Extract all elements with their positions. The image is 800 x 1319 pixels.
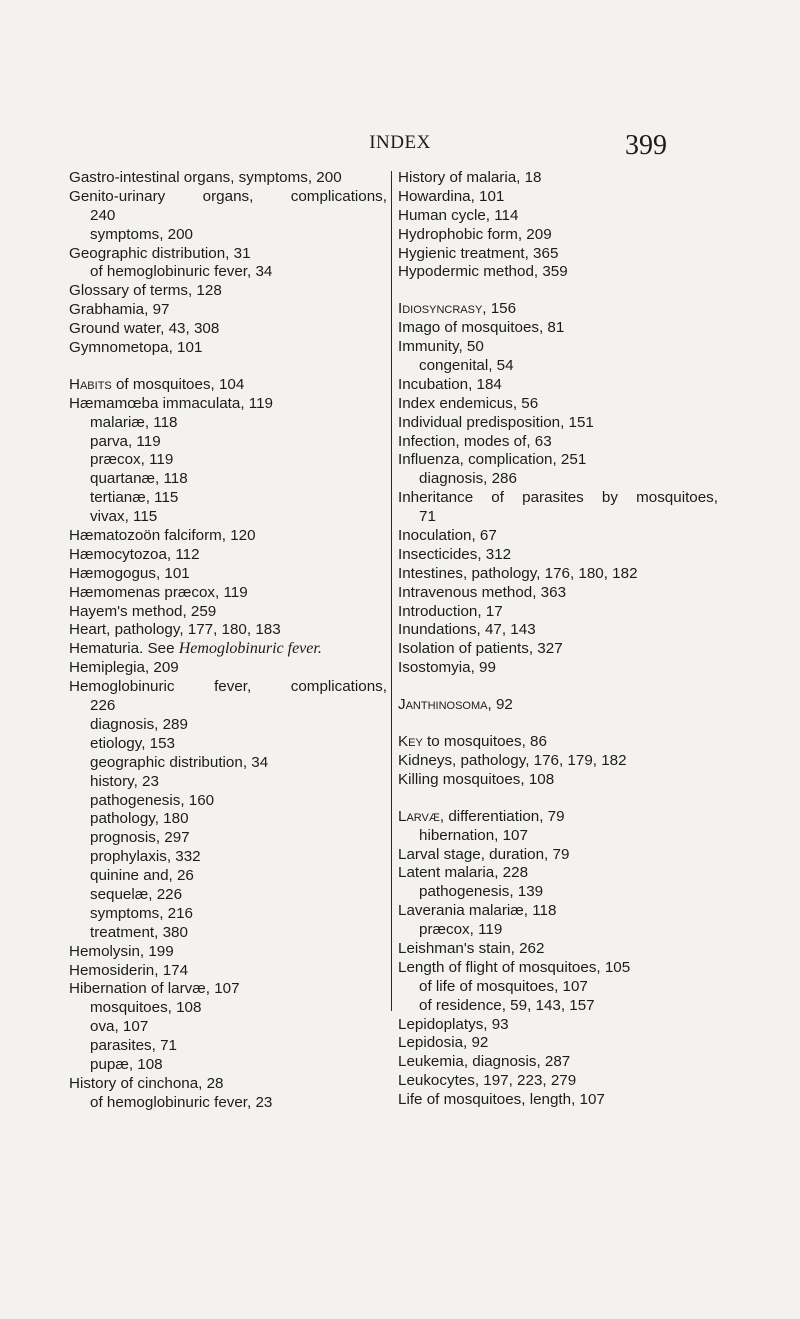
index-entry: Hemoglobinuric fever, complications, [69,678,387,696]
index-subentry: of residence, 59, 143, 157 [419,996,595,1014]
page-number: 399 [625,130,667,161]
index-subentry: quartanæ, 118 [90,470,188,488]
index-entry: Habits of mosquitoes, 104 [69,375,245,393]
index-entry: Hibernation of larvæ, 107 [69,980,240,998]
index-subentry: 240 [90,206,116,224]
index-subentry: 226 [90,697,116,715]
index-entry: Howardina, 101 [398,187,505,205]
index-subentry: parasites, 71 [90,1037,177,1055]
page-header-title: INDEX [369,132,431,153]
index-entry: History of cinchona, 28 [69,1074,224,1092]
index-entry: Hematuria. See Hemoglobinuric fever. [69,640,322,658]
index-subentry: prognosis, 297 [90,829,190,847]
index-entry: Laverania malariæ, 118 [398,902,557,920]
index-entry: History of malaria, 18 [398,169,542,186]
index-subentry: malariæ, 118 [90,413,178,431]
index-entry: Lepidoplatys, 93 [398,1015,509,1033]
index-entry: Leukemia, diagnosis, 287 [398,1053,571,1071]
index-entry: Individual predisposition, 151 [398,413,594,431]
index-entry: Gastro-intestinal organs, symptoms, 200 [69,169,342,186]
index-entry: Heart, pathology, 177, 180, 183 [69,621,281,639]
index-entry: Grabhamia, 97 [69,301,170,319]
index-entry: Influenza, complication, 251 [398,451,587,469]
index-subentry: quinine and, 26 [90,867,194,885]
index-subentry: vivax, 115 [90,508,158,526]
index-entry: Immunity, 50 [398,338,484,356]
index-subentry: of life of mosquitoes, 107 [419,977,588,995]
index-entry: Genito-urinary organs, complications, [69,187,387,205]
index-subentry: congenital, 54 [419,357,514,375]
index-entry: Hæmomenas præcox, 119 [69,583,248,601]
index-subentry: prophylaxis, 332 [90,848,201,866]
index-entry: Inheritance of parasites by mosquitoes, [398,489,718,507]
index-entry: Geographic distribution, 31 [69,244,251,262]
index-subentry: præcox, 119 [90,451,174,469]
index-entry: Hydrophobic form, 209 [398,225,552,243]
index-entry: Leukocytes, 197, 223, 279 [398,1072,577,1090]
index-entry: Janthinosoma, 92 [398,696,513,714]
index-subentry: 71 [419,508,436,526]
index-subentry: diagnosis, 286 [419,470,517,488]
index-entry: Kidneys, pathology, 176, 179, 182 [398,751,627,769]
index-subentry: præcox, 119 [419,921,503,939]
index-entry: Incubation, 184 [398,375,502,393]
index-entry: Isolation of patients, 327 [398,640,563,658]
index-entry: Introduction, 17 [398,602,503,620]
index-entry: Glossary of terms, 128 [69,282,222,300]
index-entry: Length of flight of mosquitoes, 105 [398,958,631,976]
index-entry: Hemosiderin, 174 [69,961,189,979]
index-entry: Latent malaria, 228 [398,864,529,882]
index-subentry: parva, 119 [90,432,161,450]
index-entry: Hypodermic method, 359 [398,263,568,281]
index-subentry: treatment, 380 [90,923,188,941]
index-entry: Idiosyncrasy, 156 [398,300,517,318]
index-entry: Intravenous method, 363 [398,583,567,601]
index-subentry: diagnosis, 289 [90,715,188,733]
index-entry: Imago of mosquitoes, 81 [398,319,565,337]
index-entry: Inundations, 47, 143 [398,621,536,639]
index-subentry: etiology, 153 [90,734,175,752]
index-entry: Ground water, 43, 308 [69,320,220,338]
index-entry: Infection, modes of, 63 [398,432,552,450]
index-subentry: pathogenesis, 160 [90,791,215,809]
index-entry: Larvæ, differentiation, 79 [398,807,565,825]
index-subentry: pupæ, 108 [90,1055,163,1073]
column-divider [391,171,392,1011]
index-entry: Hayem's method, 259 [69,602,217,620]
index-entry: Hemiplegia, 209 [69,659,179,677]
index-subentry: tertianæ, 115 [90,489,179,507]
index-subentry: symptoms, 216 [90,904,193,922]
index-entry: Isostomyia, 99 [398,659,496,677]
index-entry: Hæmatozoön falciform, 120 [69,527,256,545]
index-entry: Hæmamœba immaculata, 119 [69,394,273,412]
index-entry: Hæmocytozoa, 112 [69,545,200,563]
index-subentry: sequelæ, 226 [90,885,183,903]
index-column-right [398,169,718,1110]
index-entry: Index endemicus, 56 [398,394,539,412]
index-subentry: symptoms, 200 [90,225,193,243]
index-entry: Larval stage, duration, 79 [398,845,570,863]
index-subentry: history, 23 [90,772,159,790]
index-entry: Killing mosquitoes, 108 [398,770,555,788]
index-subentry: of hemoglobinuric fever, 34 [90,263,273,281]
index-entry: Gymnometopa, 101 [69,339,203,357]
index-subentry: ova, 107 [90,1018,149,1036]
index-subentry: hibernation, 107 [419,826,528,844]
index-entry: Hæmogogus, 101 [69,564,190,582]
index-entry: Insecticides, 312 [398,545,512,563]
index-entry: Lepidosia, 92 [398,1034,489,1052]
index-subentry: mosquitoes, 108 [90,999,202,1017]
index-entry: Human cycle, 114 [398,206,519,224]
index-subentry: pathology, 180 [90,810,189,828]
index-entry: Hygienic treatment, 365 [398,244,559,262]
index-subentry: pathogenesis, 139 [419,883,544,901]
index-entry: Key to mosquitoes, 86 [398,733,547,751]
index-entry: Leishman's stain, 262 [398,939,545,957]
index-subentry: of hemoglobinuric fever, 23 [90,1093,273,1111]
index-entry: Life of mosquitoes, length, 107 [398,1091,605,1109]
index-entry: Intestines, pathology, 176, 180, 182 [398,564,638,582]
index-column-left [69,169,387,1113]
index-entry: Hemolysin, 199 [69,942,174,960]
index-entry: Inoculation, 67 [398,527,497,545]
index-subentry: geographic distribution, 34 [90,753,269,771]
